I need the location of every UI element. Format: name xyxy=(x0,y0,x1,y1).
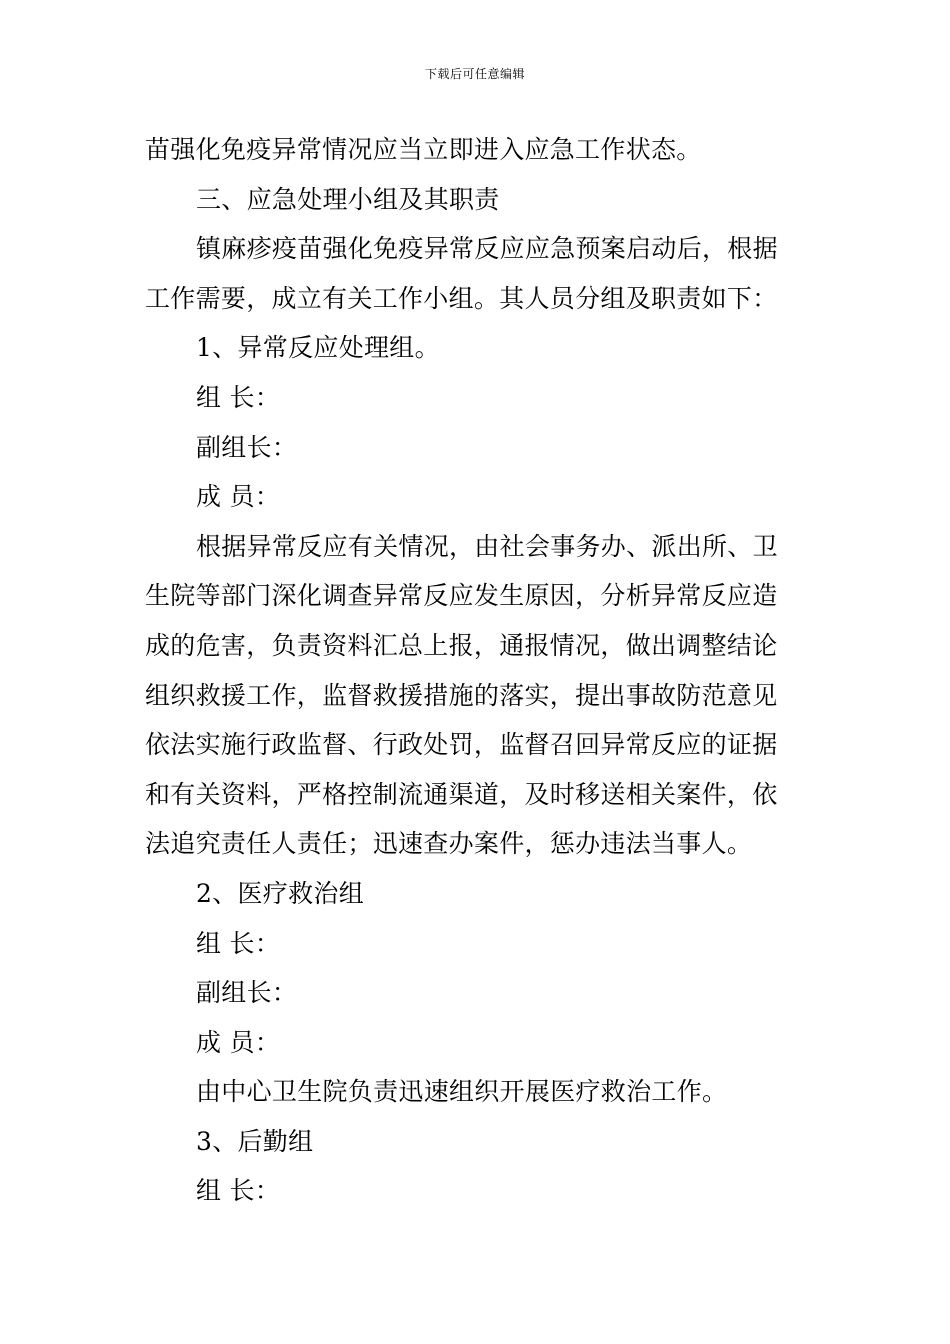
section-heading: 三、应急处理小组及其职责 xyxy=(196,184,500,214)
group-leader-label: 组 长： xyxy=(196,1176,281,1206)
text-line: 组织救援工作，监督救援措施的落实，提出事故防范意见 xyxy=(145,680,778,710)
group-heading: 3、后勤组 xyxy=(196,1126,314,1156)
members-label: 成 员： xyxy=(196,1027,281,1057)
group-leader-label: 组 长： xyxy=(196,382,281,412)
members-label: 成 员： xyxy=(196,482,281,512)
group-leader-label: 组 长： xyxy=(196,928,281,958)
text-line: 成的危害，负责资料汇总上报，通报情况，做出调整结论 xyxy=(145,630,778,660)
deputy-leader-label: 副组长： xyxy=(196,432,298,462)
text-line: 镇麻疹疫苗强化免疫异常反应应急预案启动后，根据 xyxy=(196,234,778,264)
text-line: 工作需要，成立有关工作小组。其人员分组及职责如下： xyxy=(145,283,778,313)
document-body xyxy=(145,125,810,1216)
page-header: 下载后可任意编辑 xyxy=(424,67,525,81)
text-line: 生院等部门深化调查异常反应发生原因，分析异常反应造 xyxy=(145,581,778,611)
group-heading: 1、异常反应处理组。 xyxy=(196,333,440,363)
text-line: 依法实施行政监督、行政处罚，监督召回异常反应的证据 xyxy=(145,730,778,760)
group-heading: 2、医疗救治组 xyxy=(196,878,365,908)
text-line: 和有关资料，严格控制流通渠道，及时移送相关案件，依 xyxy=(145,779,778,809)
text-line: 由中心卫生院负责迅速组织开展医疗救治工作。 xyxy=(196,1077,728,1107)
text-line: 苗强化免疫异常情况应当立即进入应急工作状态。 xyxy=(145,135,702,164)
text-line: 法追究责任人责任；迅速查办案件，惩办违法当事人。 xyxy=(145,829,753,859)
deputy-leader-label: 副组长： xyxy=(196,978,298,1008)
text-line: 根据异常反应有关情况，由社会事务办、派出所、卫 xyxy=(196,531,778,561)
